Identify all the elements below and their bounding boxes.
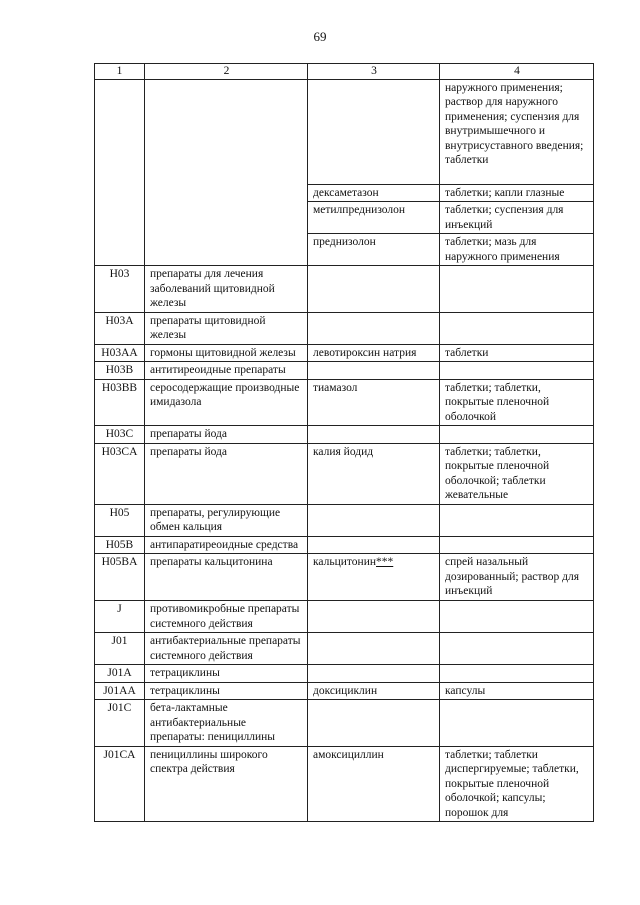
group-cell: препараты йода <box>145 426 308 444</box>
form-cell <box>440 312 594 344</box>
code-cell: H05B <box>95 536 145 554</box>
drug-cell: амоксициллин <box>308 746 440 822</box>
group-cell: препараты щитовидной железы <box>145 312 308 344</box>
group-cell <box>145 202 308 234</box>
code-cell: H03 <box>95 266 145 313</box>
form-cell <box>440 665 594 683</box>
code-cell: J01A <box>95 665 145 683</box>
group-cell: тетрациклины <box>145 682 308 700</box>
group-cell: противомикробные препараты системного действия <box>145 601 308 633</box>
table-row <box>95 362 594 380</box>
table-row <box>95 79 594 184</box>
table-row <box>95 344 594 362</box>
form-cell: таблетки; таблетки диспергируемые; таблетки, покрытые пленочной оболочкой; капсулы; порошок для <box>440 746 594 822</box>
form-cell <box>440 504 594 536</box>
drug-cell <box>308 536 440 554</box>
footnote-mark: *** <box>376 556 394 568</box>
table-row <box>95 234 594 266</box>
code-cell: H03AA <box>95 344 145 362</box>
drug-cell <box>308 601 440 633</box>
table-row <box>95 601 594 633</box>
drug-cell <box>308 362 440 380</box>
group-cell: тетрациклины <box>145 665 308 683</box>
code-cell: H03A <box>95 312 145 344</box>
code-cell: J01C <box>95 700 145 747</box>
group-cell: препараты, регулирующие обмен кальция <box>145 504 308 536</box>
form-cell: таблетки; таблетки, покрытые пленочной оболочкой; таблетки жевательные <box>440 443 594 504</box>
table-row <box>95 443 594 504</box>
form-cell: наружного применения; раствор для наружного применения; суспензия для внутримышечного и внутрисуставного введения; таблетки <box>440 79 594 184</box>
drug-cell <box>308 633 440 665</box>
drug-cell: тиамазол <box>308 379 440 426</box>
group-cell: гормоны щитовидной железы <box>145 344 308 362</box>
table-row <box>95 633 594 665</box>
drug-cell: преднизолон <box>308 234 440 266</box>
page-number: 69 <box>313 29 327 44</box>
table-row <box>95 700 594 747</box>
drug-cell <box>308 79 440 184</box>
drug-cell: метилпреднизолон <box>308 202 440 234</box>
form-cell <box>440 362 594 380</box>
group-cell: антитиреоидные препараты <box>145 362 308 380</box>
group-cell: препараты йода <box>145 443 308 504</box>
code-cell: H03B <box>95 362 145 380</box>
table-row <box>95 202 594 234</box>
drug-cell <box>308 504 440 536</box>
form-cell <box>440 601 594 633</box>
code-cell: J <box>95 601 145 633</box>
drug-cell: левотироксин натрия <box>308 344 440 362</box>
drug-name: кальцитонин <box>313 556 376 568</box>
table-row <box>95 266 594 313</box>
drug-cell <box>308 426 440 444</box>
code-cell <box>95 202 145 234</box>
group-cell: препараты для лечения заболеваний щитовидной железы <box>145 266 308 313</box>
group-cell: антипаратиреоидные средства <box>145 536 308 554</box>
drug-cell: дексаметазон <box>308 184 440 202</box>
form-cell: таблетки; таблетки, покрытые пленочной оболочкой <box>440 379 594 426</box>
table-row <box>95 682 594 700</box>
group-cell <box>145 184 308 202</box>
table-row <box>95 536 594 554</box>
form-cell: таблетки; капли глазные <box>440 184 594 202</box>
form-cell <box>440 426 594 444</box>
form-cell <box>440 266 594 313</box>
code-cell: H05 <box>95 504 145 536</box>
table-row <box>95 746 594 822</box>
form-cell <box>440 536 594 554</box>
table-row <box>95 184 594 202</box>
form-cell <box>440 700 594 747</box>
drug-table-container <box>94 63 593 822</box>
code-cell: H03BB <box>95 379 145 426</box>
drug-cell <box>308 700 440 747</box>
form-cell: таблетки; мазь для наружного применения <box>440 234 594 266</box>
form-cell: таблетки; суспензия для инъекций <box>440 202 594 234</box>
code-cell: J01 <box>95 633 145 665</box>
header-col-3: 3 <box>308 64 440 80</box>
drug-cell: калия йодид <box>308 443 440 504</box>
code-cell <box>95 234 145 266</box>
table-row <box>95 504 594 536</box>
group-cell <box>145 234 308 266</box>
form-cell: капсулы <box>440 682 594 700</box>
drug-cell: доксициклин <box>308 682 440 700</box>
group-cell: препараты кальцитонина <box>145 554 308 601</box>
header-row <box>95 64 594 80</box>
code-cell: H03CA <box>95 443 145 504</box>
form-cell: спрей назальный дозированный; раствор для инъекций <box>440 554 594 601</box>
form-cell: таблетки <box>440 344 594 362</box>
table-row <box>95 379 594 426</box>
code-cell <box>95 184 145 202</box>
header-col-1: 1 <box>95 64 145 80</box>
header-col-2: 2 <box>145 64 308 80</box>
drug-table <box>94 63 594 822</box>
code-cell: H05BA <box>95 554 145 601</box>
group-cell: серосодержащие производные имидазола <box>145 379 308 426</box>
drug-cell <box>308 665 440 683</box>
table-row <box>95 665 594 683</box>
code-cell: J01CA <box>95 746 145 822</box>
drug-cell <box>308 266 440 313</box>
group-cell: антибактериальные препараты системного действия <box>145 633 308 665</box>
drug-cell <box>308 312 440 344</box>
table-row <box>95 312 594 344</box>
form-cell <box>440 633 594 665</box>
group-cell <box>145 79 308 184</box>
drug-cell <box>308 554 440 601</box>
group-cell: пенициллины широкого спектра действия <box>145 746 308 822</box>
header-col-4: 4 <box>440 64 594 80</box>
table-row <box>95 554 594 601</box>
code-cell <box>95 79 145 184</box>
code-cell: J01AA <box>95 682 145 700</box>
table-row <box>95 426 594 444</box>
code-cell: H03C <box>95 426 145 444</box>
group-cell: бета-лактамные антибактериальные препараты: пенициллины <box>145 700 308 747</box>
